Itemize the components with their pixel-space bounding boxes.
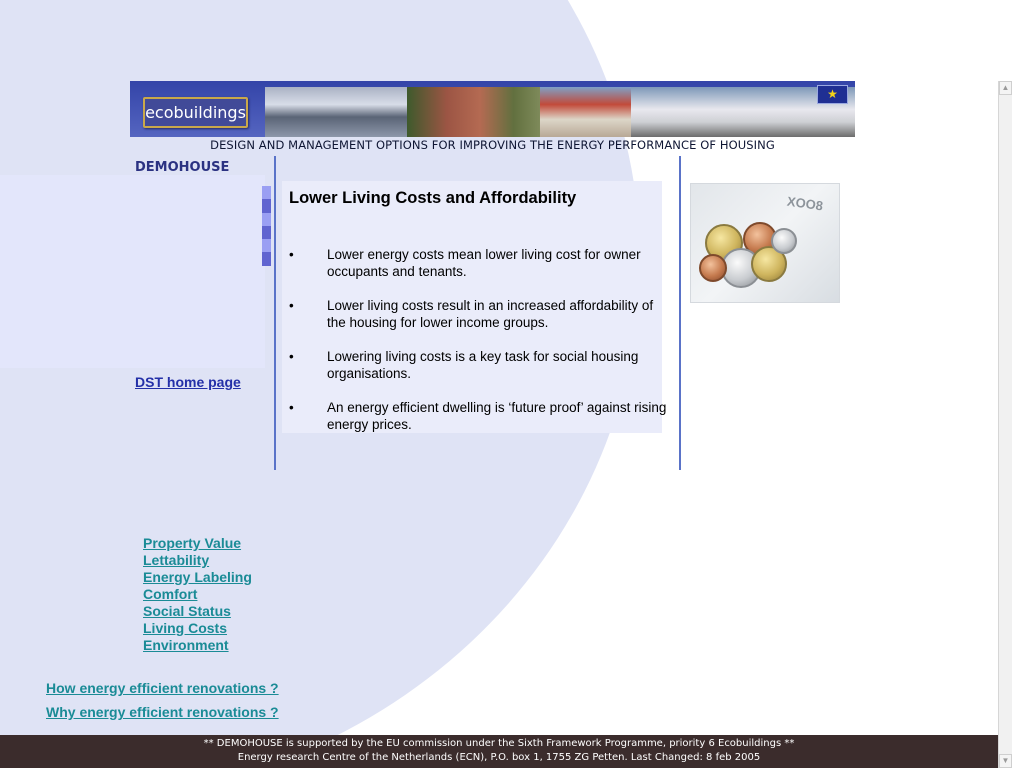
topic-link-property-value[interactable]: Property Value xyxy=(143,535,242,551)
bullet-item xyxy=(289,246,669,280)
header-tagline: DESIGN AND MANAGEMENT OPTIONS FOR IMPROVING THE ENERGY PERFORMANCE OF HOUSING xyxy=(210,138,775,152)
bullet-item xyxy=(289,399,669,433)
topic-item xyxy=(143,586,252,603)
topic-link-lettability[interactable]: Lettability xyxy=(143,552,210,568)
strip-square xyxy=(262,252,271,265)
bullet-item xyxy=(289,297,669,331)
vertical-scrollbar[interactable] xyxy=(998,81,1012,768)
bullet-item xyxy=(289,348,669,382)
header-photo-glass-building xyxy=(265,87,407,137)
strip-square xyxy=(262,226,271,239)
page-title: Lower Living Costs and Affordability xyxy=(289,189,577,207)
topic-link-living-costs[interactable]: Living Costs xyxy=(143,620,228,636)
bullet-dot: • xyxy=(289,400,294,415)
footer-line-2: Energy research Centre of the Netherlands (ECN), P.O. box 1, 1755 ZG Petten. Last Changed: 8 feb 2005 xyxy=(237,752,761,763)
footer xyxy=(0,735,998,768)
topic-item xyxy=(143,620,252,637)
bullet-dot: • xyxy=(289,298,294,313)
ecobuildings-logo: ecobuildings xyxy=(143,97,248,128)
topic-link-environment[interactable]: Environment xyxy=(143,637,229,653)
bullet-text: An energy efficient dwelling is ‘future proof’ against rising energy prices. xyxy=(327,400,667,432)
header-photo-red-building xyxy=(540,87,631,137)
bullet-text: Lower energy costs mean lower living cost for owner occupants and tenants. xyxy=(327,247,641,279)
how-renovations-link[interactable]: How energy efficient renovations ? xyxy=(46,680,279,696)
sidebar-panel xyxy=(0,175,265,368)
bullet-dot: • xyxy=(289,349,294,364)
topic-item xyxy=(143,637,252,654)
coin xyxy=(771,228,797,254)
topic-item xyxy=(143,569,252,586)
strip-square xyxy=(262,186,271,199)
topic-link-energy-labeling[interactable]: Energy Labeling xyxy=(143,569,252,585)
scroll-up-arrow-icon[interactable]: ▲ xyxy=(999,81,1012,95)
left-divider xyxy=(274,156,276,470)
bullet-text: Lowering living costs is a key task for social housing organisations. xyxy=(327,349,639,381)
footer-line-1: ** DEMOHOUSE is supported by the EU commission under the Sixth Framework Programme, priority 6 Ecobuildings ** xyxy=(203,738,795,749)
bullet-text: Lower living costs result in an increased affordability of the housing for lower income groups. xyxy=(327,298,654,330)
why-renovations-link[interactable]: Why energy efficient renovations ? xyxy=(46,704,279,720)
topic-item xyxy=(143,535,252,552)
topic-link-comfort[interactable]: Comfort xyxy=(143,586,198,602)
right-divider xyxy=(679,156,681,470)
eu-flag-icon: ★ xyxy=(817,85,848,104)
bullet-dot: • xyxy=(289,247,294,262)
euro-coins-image xyxy=(690,183,840,303)
header-photo-brick-building xyxy=(407,87,540,137)
banknote-text: XOO8 xyxy=(786,193,824,214)
scroll-down-arrow-icon[interactable]: ▼ xyxy=(999,754,1012,768)
topic-link-social-status[interactable]: Social Status xyxy=(143,603,231,619)
side-strip xyxy=(262,186,271,266)
strip-square xyxy=(262,213,271,226)
bullet-list xyxy=(289,246,669,450)
topic-item xyxy=(143,603,252,620)
strip-square xyxy=(262,199,271,212)
strip-square xyxy=(262,239,271,252)
site-label: DEMOHOUSE xyxy=(135,160,230,175)
dst-home-link[interactable]: DST home page xyxy=(135,374,241,390)
topic-link-list xyxy=(143,535,252,654)
topic-item xyxy=(143,552,252,569)
coin xyxy=(699,254,727,282)
